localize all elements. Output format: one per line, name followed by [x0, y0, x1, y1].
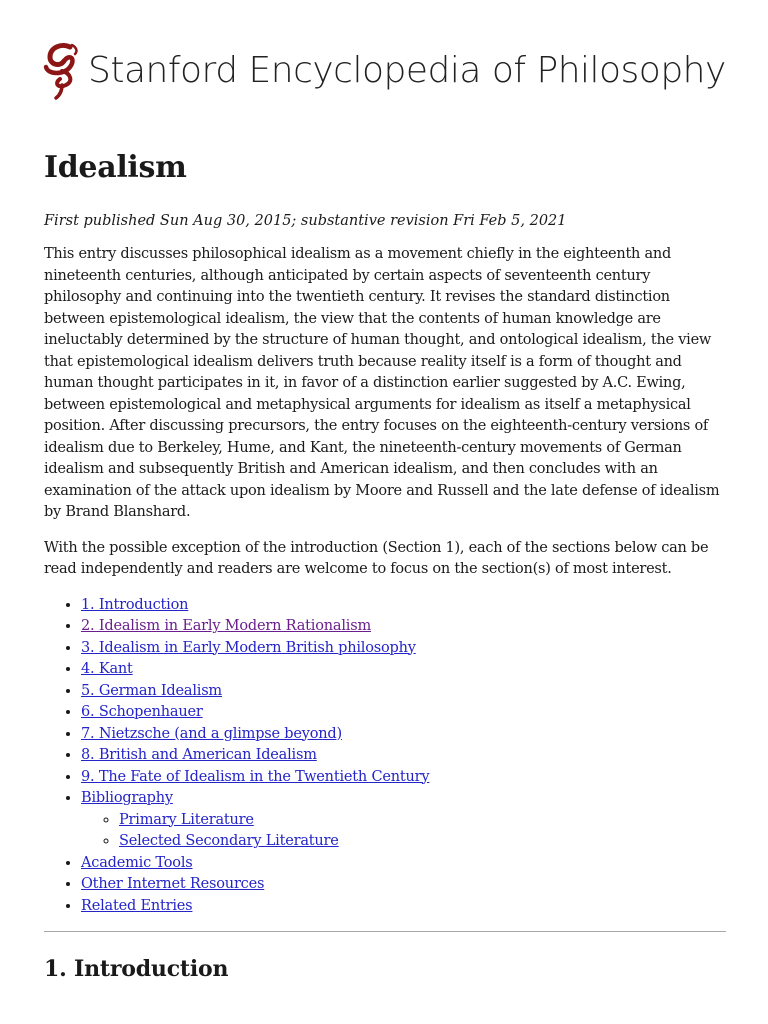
bibliography-sublist: [81, 810, 726, 853]
toc-link-early-modern-rationalism[interactable]: 2. Idealism in Early Modern Rationalism: [81, 618, 371, 634]
preamble-paragraph-1: This entry discusses philosophical idealism as a movement chiefly in the eighteenth and nineteenth centuries, although anticipated by certain aspects of seventeenth century philosophy and continuing into the twentieth century. It revises the standard distinction between epistemological idealism, the view that the contents of human knowledge are ineluctably determined by the structure of human thought, and ontological idealism, the view that epistemological idealism delivers truth because reality itself is a form of thought and human thought participates in it, in favor of a distinction earlier suggested by A.C. Ewing, between epistemological and metaphysical arguments for idealism as itself a metaphysical position. After discussing precursors, the entry focuses on the eighteenth-century versions of idealism due to Berkeley, Hume, and Kant, the nineteenth-century movements of German idealism and subsequently British and American idealism, and then concludes with an examination of the attack upon idealism by Moore and Russell and the late defense of idealism by Brand Blanshard.: [44, 246, 720, 520]
toc-link-primary-literature[interactable]: Primary Literature: [119, 811, 254, 828]
toc-item: [81, 595, 726, 617]
site-title[interactable]: Stanford Encyclopedia of Philosophy: [88, 50, 726, 91]
table-of-contents: [44, 595, 726, 918]
entry-title: Idealism: [44, 150, 187, 185]
section-heading-introduction: 1. Introduction: [44, 956, 229, 982]
toc-item: [81, 681, 726, 703]
toc-item: [81, 745, 726, 767]
toc-link-kant[interactable]: 4. Kant: [81, 661, 133, 677]
toc-item: [81, 659, 726, 681]
publication-info: First published Sun Aug 30, 2015; substantive revision Fri Feb 5, 2021: [44, 213, 567, 229]
toc-link-bibliography[interactable]: Bibliography: [81, 790, 173, 806]
toc-item: [81, 896, 726, 918]
toc-link-twentieth-century[interactable]: 9. The Fate of Idealism in the Twentieth Century: [81, 768, 430, 785]
toc-item: [81, 853, 726, 875]
toc-link-nietzsche[interactable]: 7. Nietzsche (and a glimpse beyond): [81, 725, 342, 742]
toc-subitem: [119, 831, 726, 853]
toc-link-schopenhauer[interactable]: 6. Schopenhauer: [81, 704, 203, 720]
toc-link-internet-resources[interactable]: Other Internet Resources: [81, 876, 265, 892]
section-divider: [44, 931, 726, 932]
toc-subitem: [119, 810, 726, 832]
sep-logo-icon[interactable]: [40, 41, 82, 101]
preamble-paragraph-2: With the possible exception of the introduction (Section 1), each of the sections below can be read independently and readers are welcome to focus on the section(s) of most interest.: [44, 539, 709, 577]
toc-item: [81, 767, 726, 789]
toc-link-introduction[interactable]: 1. Introduction: [81, 596, 189, 613]
toc-item: [81, 724, 726, 746]
toc-link-german-idealism[interactable]: 5. German Idealism: [81, 682, 222, 699]
toc-item: [81, 638, 726, 660]
toc-item: [81, 874, 726, 896]
toc-link-related-entries[interactable]: Related Entries: [81, 897, 193, 914]
preamble: [44, 244, 726, 581]
toc-item: [81, 616, 726, 638]
site-header: [40, 40, 740, 102]
toc-item: [81, 788, 726, 853]
toc-link-british-american-idealism[interactable]: 8. British and American Idealism: [81, 747, 317, 763]
article-content: [44, 148, 726, 984]
toc-link-academic-tools[interactable]: Academic Tools: [81, 854, 193, 871]
toc-link-secondary-literature[interactable]: Selected Secondary Literature: [119, 833, 339, 849]
toc-link-early-modern-british[interactable]: 3. Idealism in Early Modern British philosophy: [81, 639, 416, 656]
toc-item: [81, 702, 726, 724]
